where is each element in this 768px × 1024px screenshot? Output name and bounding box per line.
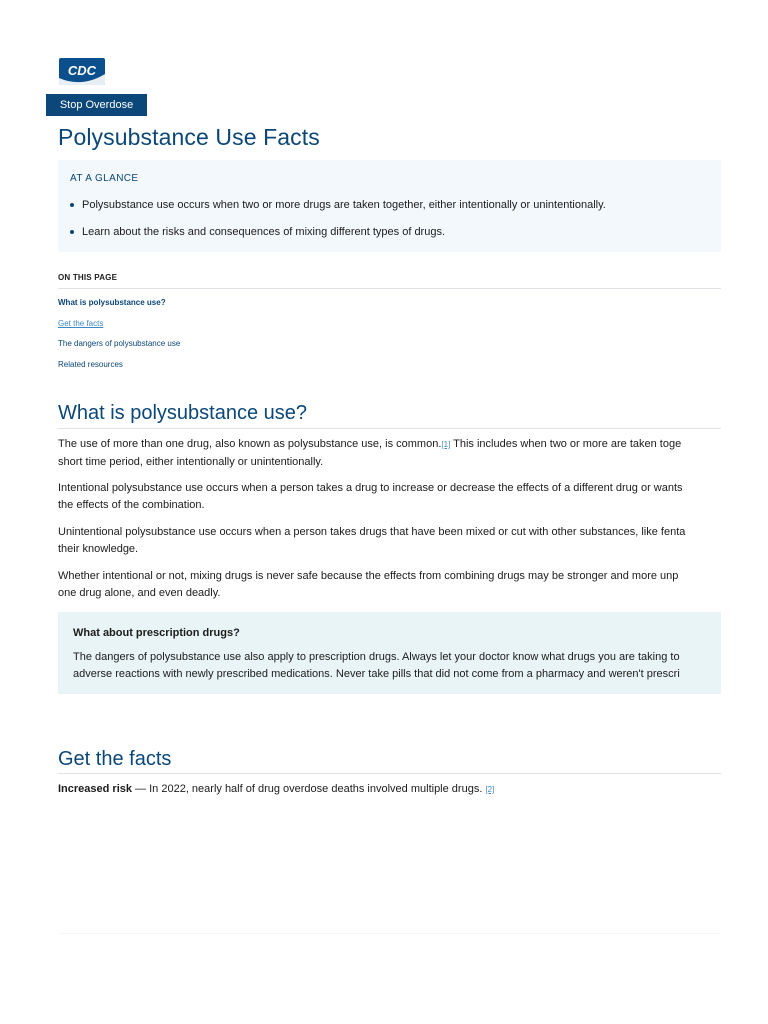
at-a-glance-item: Learn about the risks and consequences of mixing different types of drugs. [70, 225, 606, 252]
fact-text: — In 2022, nearly half of drug overdose deaths involved multiple drugs. [132, 783, 483, 795]
page-title: Polysubstance Use Facts [58, 124, 320, 150]
callout-text: adverse reactions with newly prescribed medications. Never take pills that did not come from a pharmacy and weren't prescri [73, 667, 680, 680]
paragraph-mixing-danger [58, 568, 721, 601]
reference-link-1[interactable]: [1] [441, 440, 451, 449]
reference-link-2[interactable]: [2] [485, 785, 495, 794]
cdc-logo-mark [59, 58, 105, 85]
divider [58, 288, 721, 289]
paragraph-text: Unintentional polysubstance use occurs when a person takes drugs that have been mixed or cut with other substances, like fenta [58, 526, 686, 538]
divider [58, 933, 721, 934]
callout-body [73, 649, 721, 682]
paragraph-unintentional [58, 524, 721, 557]
paragraph-text: Intentional polysubstance use occurs when a person takes a drug to increase or decrease the effects of a different drug or wants [58, 482, 683, 494]
on-this-page-heading: ON THIS PAGE [58, 273, 118, 282]
toc-link-dangers[interactable]: The dangers of polysubstance use [58, 339, 181, 348]
at-a-glance-heading: AT A GLANCE [70, 173, 139, 184]
fact-increased-risk [58, 783, 494, 795]
at-a-glance-box [58, 160, 721, 252]
prescription-drugs-callout [58, 612, 721, 694]
svg-text:CDC: CDC [67, 63, 97, 78]
paragraph-text: their knowledge. [58, 542, 139, 555]
divider [58, 773, 721, 774]
fact-label: Increased risk [58, 783, 132, 795]
stop-overdose-program-link[interactable]: Stop Overdose [46, 94, 147, 116]
paragraph-text: short time period, either intentionally or unintentionally. [58, 455, 324, 468]
paragraph-intro [58, 436, 721, 470]
paragraph-text: Whether intentional or not, mixing drugs is never safe because the effects from combining drugs may be stronger and more unp [58, 570, 679, 582]
section-heading-get-the-facts: Get the facts [58, 748, 172, 770]
toc-link-related-resources[interactable]: Related resources [58, 360, 123, 369]
callout-title: What about prescription drugs? [73, 627, 240, 639]
paragraph-intentional [58, 480, 721, 513]
paragraph-text: This includes when two or more are taken toge [450, 438, 682, 450]
cdc-logo[interactable] [59, 58, 105, 85]
divider [58, 428, 721, 429]
at-a-glance-item: Polysubstance use occurs when two or more drugs are taken together, either intentionally or unintentionally. [70, 198, 606, 225]
paragraph-text: the effects of the combination. [58, 498, 205, 511]
toc-link-what-is[interactable]: What is polysubstance use? [58, 298, 166, 307]
at-a-glance-list [70, 198, 606, 252]
paragraph-text: one drug alone, and even deadly. [58, 586, 221, 599]
toc-link-get-the-facts[interactable]: Get the facts [58, 319, 104, 328]
paragraph-text: The use of more than one drug, also known as polysubstance use, is common. [58, 438, 442, 450]
section-heading-what-is: What is polysubstance use? [58, 402, 308, 424]
callout-text: The dangers of polysubstance use also apply to prescription drugs. Always let your doctor know what drugs you are taking to [73, 651, 680, 663]
